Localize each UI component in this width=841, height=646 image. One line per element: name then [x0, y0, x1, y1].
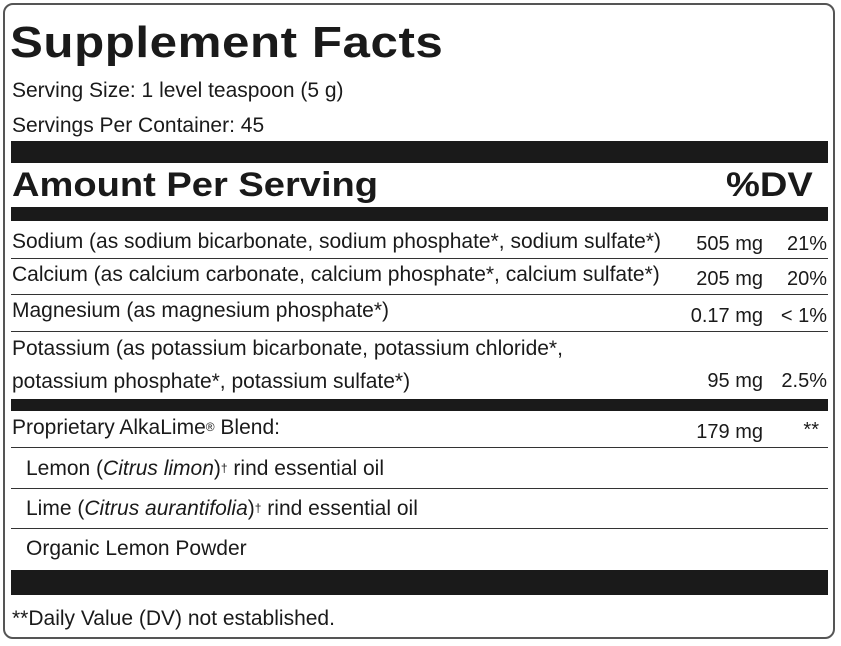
- nutrient-name-potassium-line1: Potassium (as potassium bicarbonate, potassium chloride*,: [12, 337, 563, 360]
- row-divider: [11, 528, 828, 529]
- row-divider: [11, 331, 828, 332]
- blend-ingredient-lemon-powder: Organic Lemon Powder: [26, 537, 247, 560]
- label-title: Supplement Facts: [10, 18, 444, 67]
- blend-name: Proprietary AlkaLime® Blend:: [12, 416, 280, 439]
- serving-size: Serving Size: 1 level teaspoon (5 g): [12, 79, 344, 102]
- nutrient-dv-sodium: 21%: [786, 233, 827, 255]
- footnote: **Daily Value (DV) not established.: [12, 607, 335, 630]
- amount-per-serving-heading: Amount Per Serving: [12, 166, 379, 204]
- nutrient-amount-potassium: 95 mg: [707, 370, 763, 392]
- blend-ingredient-lime: Lime (Citrus aurantifolia)† rind essential oil: [26, 497, 418, 520]
- nutrient-dv-calcium: 20%: [786, 268, 827, 290]
- blend-dv: **: [803, 419, 819, 441]
- servings-per-container: Servings Per Container: 45: [12, 114, 265, 137]
- dv-heading: %DV: [726, 166, 813, 204]
- thick-divider-top: [11, 141, 828, 163]
- nutrient-name-calcium: Calcium (as calcium carbonate, calcium phosphate*, calcium sulfate*): [12, 263, 660, 286]
- blend-amount: 179 mg: [696, 421, 763, 443]
- nutrient-dv-magnesium: < 1%: [780, 305, 827, 327]
- thick-divider-heading: [11, 207, 828, 221]
- nutrient-amount-magnesium: 0.17 mg: [690, 305, 763, 327]
- thick-divider-bottom: [11, 570, 828, 595]
- row-divider: [11, 488, 828, 489]
- nutrient-amount-sodium: 505 mg: [696, 233, 763, 255]
- nutrient-name-potassium-line2: potassium phosphate*, potassium sulfate*): [12, 370, 411, 393]
- thick-divider-blend: [11, 399, 828, 411]
- row-divider: [11, 447, 828, 448]
- nutrient-name-sodium: Sodium (as sodium bicarbonate, sodium phosphate*, sodium sulfate*): [12, 230, 662, 253]
- nutrient-name-magnesium: Magnesium (as magnesium phosphate*): [12, 299, 390, 322]
- nutrient-dv-potassium: 2.5%: [781, 370, 827, 392]
- row-divider: [11, 294, 828, 295]
- nutrient-amount-calcium: 205 mg: [696, 268, 763, 290]
- blend-ingredient-lemon: Lemon (Citrus limon)† rind essential oil: [26, 457, 385, 480]
- row-divider: [11, 258, 828, 259]
